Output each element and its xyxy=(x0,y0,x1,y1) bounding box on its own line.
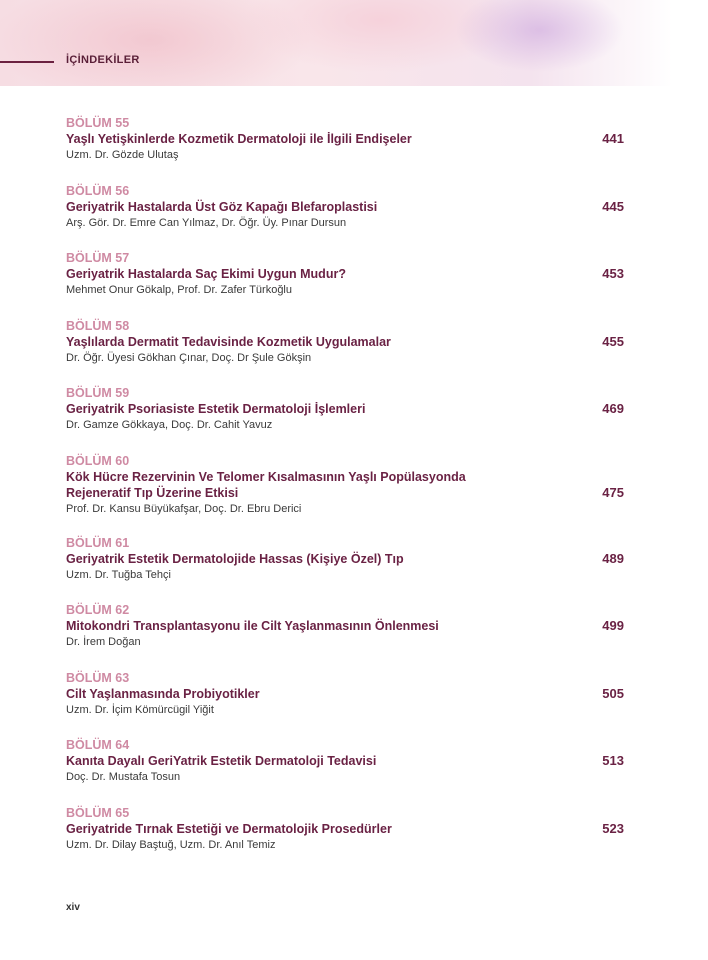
chapter-authors: Dr. İrem Doğan xyxy=(66,636,141,648)
page-number[interactable]: 489 xyxy=(602,550,624,566)
page-number[interactable]: 441 xyxy=(602,131,624,146)
toc-entry-64[interactable] xyxy=(66,737,624,805)
chapter-title[interactable]: Cilt Yaşlanmasında Probiyotikler xyxy=(66,686,260,701)
chapter-authors: Uzm. Dr. Dilay Baştuğ, Uzm. Dr. Anıl Temiz xyxy=(66,838,276,851)
toc-entry-62[interactable] xyxy=(66,602,624,670)
table-of-contents xyxy=(66,115,624,872)
toc-entry-56[interactable] xyxy=(66,183,624,251)
chapter-authors: Uzm. Dr. Tuğba Tehçi xyxy=(66,568,171,581)
toc-entry-57[interactable] xyxy=(66,250,624,318)
decorative-header-banner xyxy=(0,0,708,86)
page-number[interactable]: 445 xyxy=(602,198,624,214)
folio-page-number: xiv xyxy=(66,902,80,913)
toc-entry-63[interactable] xyxy=(66,670,624,738)
chapter-number: BÖLÜM 57 xyxy=(66,251,130,265)
chapter-authors: Dr. Öğr. Üyesi Gökhan Çınar, Doç. Dr Şule Gökşin xyxy=(66,351,312,364)
page-number[interactable]: 513 xyxy=(602,753,624,768)
page-number[interactable]: 453 xyxy=(602,266,624,281)
chapter-title[interactable]: Geriyatrik Hastalarda Üst Göz Kapağı Blefaroplastisi xyxy=(66,199,378,214)
chapter-title-line-1[interactable]: Kök Hücre Rezervinin Ve Telomer Kısalmasının Yaşlı Popülasyonda xyxy=(66,469,466,484)
chapter-title[interactable]: Geriyatride Tırnak Estetiği ve Dermatolojik Prosedürler xyxy=(66,821,392,836)
toc-entry-61[interactable] xyxy=(66,535,624,603)
chapter-number: BÖLÜM 65 xyxy=(66,805,130,820)
toc-entry-59[interactable] xyxy=(66,385,624,453)
chapter-number: BÖLÜM 61 xyxy=(66,535,130,550)
chapter-title[interactable]: Kanıta Dayalı GeriYatrik Estetik Dermatoloji Tedavisi xyxy=(66,754,377,768)
chapter-title[interactable]: Geriyatrik Estetik Dermatolojide Hassas (Kişiye Özel) Tıp xyxy=(66,551,404,566)
chapter-authors: Uzm. Dr. İçim Kömürcügil Yiğit xyxy=(66,703,214,716)
page-number[interactable]: 523 xyxy=(602,820,624,836)
chapter-authors: Prof. Dr. Kansu Büyükafşar, Doç. Dr. Ebru Derici xyxy=(66,502,302,515)
chapter-number: BÖLÜM 55 xyxy=(66,116,130,130)
page-number[interactable]: 455 xyxy=(602,333,624,349)
chapter-number: BÖLÜM 60 xyxy=(66,453,130,468)
chapter-authors: Dr. Gamze Gökkaya, Doç. Dr. Cahit Yavuz xyxy=(66,419,273,431)
chapter-number: BÖLÜM 59 xyxy=(66,386,130,400)
chapter-number: BÖLÜM 64 xyxy=(66,738,130,752)
chapter-title[interactable]: Yaşlı Yetişkinlerde Kozmetik Dermatoloji ile İlgili Endişeler xyxy=(66,132,412,146)
chapter-number: BÖLÜM 63 xyxy=(66,670,130,685)
chapter-title[interactable]: Yaşlılarda Dermatit Tedavisinde Kozmetik Uygulamalar xyxy=(66,334,391,349)
toc-entry-60[interactable] xyxy=(66,453,624,535)
chapter-number: BÖLÜM 62 xyxy=(66,603,130,617)
toc-entry-58[interactable] xyxy=(66,318,624,386)
toc-entry-65[interactable] xyxy=(66,805,624,873)
chapter-authors: Uzm. Dr. Gözde Ulutaş xyxy=(66,149,179,161)
page-title: İÇİNDEKİLER xyxy=(66,54,140,66)
chapter-title[interactable]: Mitokondri Transplantasyonu ile Cilt Yaşlanmasının Önlenmesi xyxy=(66,619,439,633)
chapter-authors: Arş. Gör. Dr. Emre Can Yılmaz, Dr. Öğr. Üy. Pınar Dursun xyxy=(66,216,347,229)
page-number[interactable]: 469 xyxy=(602,401,624,416)
chapter-title[interactable]: Geriyatrik Psoriasiste Estetik Dermatoloji İşlemleri xyxy=(66,402,366,416)
chapter-number: BÖLÜM 58 xyxy=(66,318,130,333)
header-rule xyxy=(0,61,54,63)
chapter-number: BÖLÜM 56 xyxy=(66,183,130,198)
page-number[interactable]: 475 xyxy=(602,484,624,500)
toc-entry-55[interactable] xyxy=(66,115,624,183)
chapter-title-line-2[interactable]: Rejeneratif Tıp Üzerine Etkisi xyxy=(66,485,239,500)
page-number[interactable]: 505 xyxy=(602,685,624,701)
page-number[interactable]: 499 xyxy=(602,618,624,633)
chapter-authors: Mehmet Onur Gökalp, Prof. Dr. Zafer Türkoğlu xyxy=(66,284,292,296)
chapter-authors: Doç. Dr. Mustafa Tosun xyxy=(66,771,181,783)
chapter-title[interactable]: Geriyatrik Hastalarda Saç Ekimi Uygun Mudur? xyxy=(66,267,346,281)
